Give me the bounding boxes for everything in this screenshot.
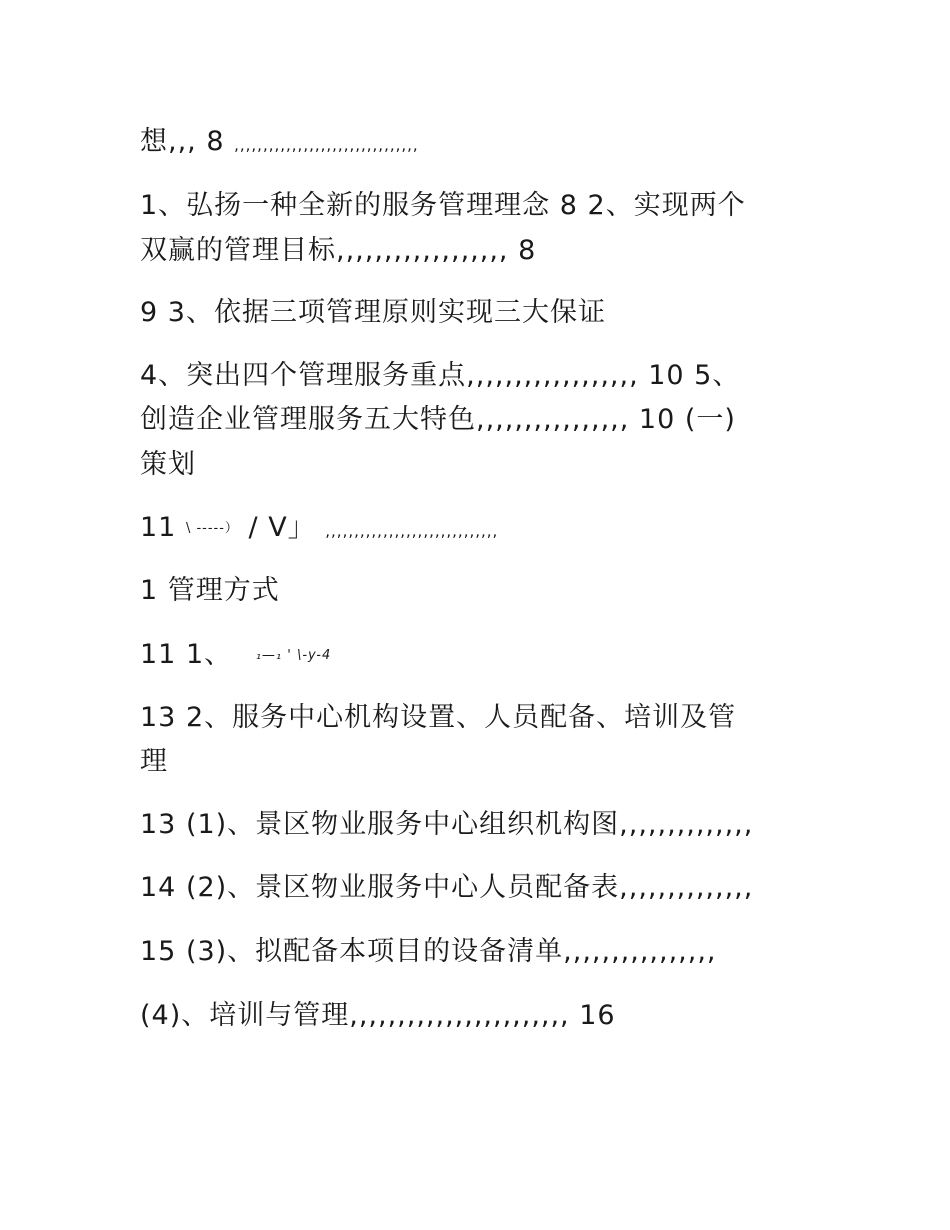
toc-line-7: 策划 — [140, 449, 196, 480]
toc-line-13: 13 (1)、景区物业服务中心组织机构图,,,,,,,,,,,,,, — [140, 809, 754, 840]
toc-line-8-dots: ,,,,,,,,,,,,,,,,,,,,,,,,,,,,,, — [325, 522, 499, 540]
toc-line-14: 14 (2)、景区物业服务中心人员配备表,,,,,,,,,,,,,, — [140, 872, 754, 903]
toc-line-15: 15 (3)、拟配备本项目的设备清单,,,,,,,,,,,,,,,, — [140, 936, 717, 967]
toc-line-1 — [140, 119, 419, 168]
toc-line-9: 1 管理方式 — [140, 575, 280, 606]
toc-line-6: 创造企业管理服务五大特色,,,,,,,,,,,,,,,, 10 (一) — [140, 404, 736, 435]
toc-line-11: 13 2、服务中心机构设置、人员配备、培训及管 — [140, 702, 737, 733]
toc-line-8-num: 11 — [140, 512, 177, 543]
toc-line-16: (4)、培训与管理,,,,,,,,,,,,,,,,,,,,,,, 16 — [140, 1000, 616, 1031]
toc-line-10-text: 11 1、 — [140, 639, 233, 670]
toc-line-10-fragment: ₁—₁ ' \-y-4 — [255, 648, 332, 663]
toc-line-12: 理 — [140, 746, 168, 777]
toc-line-5: 4、突出四个管理服务重点,,,,,,,,,,,,,,,,,, 10 5、 — [140, 360, 741, 391]
toc-line-1-dots: ,,,,,,,,,,,,,,,,,,,,,,,,,,,,,,,, — [234, 136, 419, 154]
toc-line-3: 双赢的管理目标,,,,,,,,,,,,,,,,,, 8 — [140, 235, 537, 266]
toc-line-1-text: 想,,, 8 — [140, 126, 225, 157]
toc-line-8-text: / V」 — [248, 512, 316, 543]
toc-line-8-fragment: \ -----） — [185, 521, 239, 536]
toc-line-8 — [140, 505, 498, 554]
toc-line-4: 9 3、依据三项管理原则实现三大保证 — [140, 297, 606, 328]
toc-line-10 — [140, 632, 331, 678]
toc-line-2: 1、弘扬一种全新的服务管理理念 8 2、实现两个 — [140, 190, 746, 221]
